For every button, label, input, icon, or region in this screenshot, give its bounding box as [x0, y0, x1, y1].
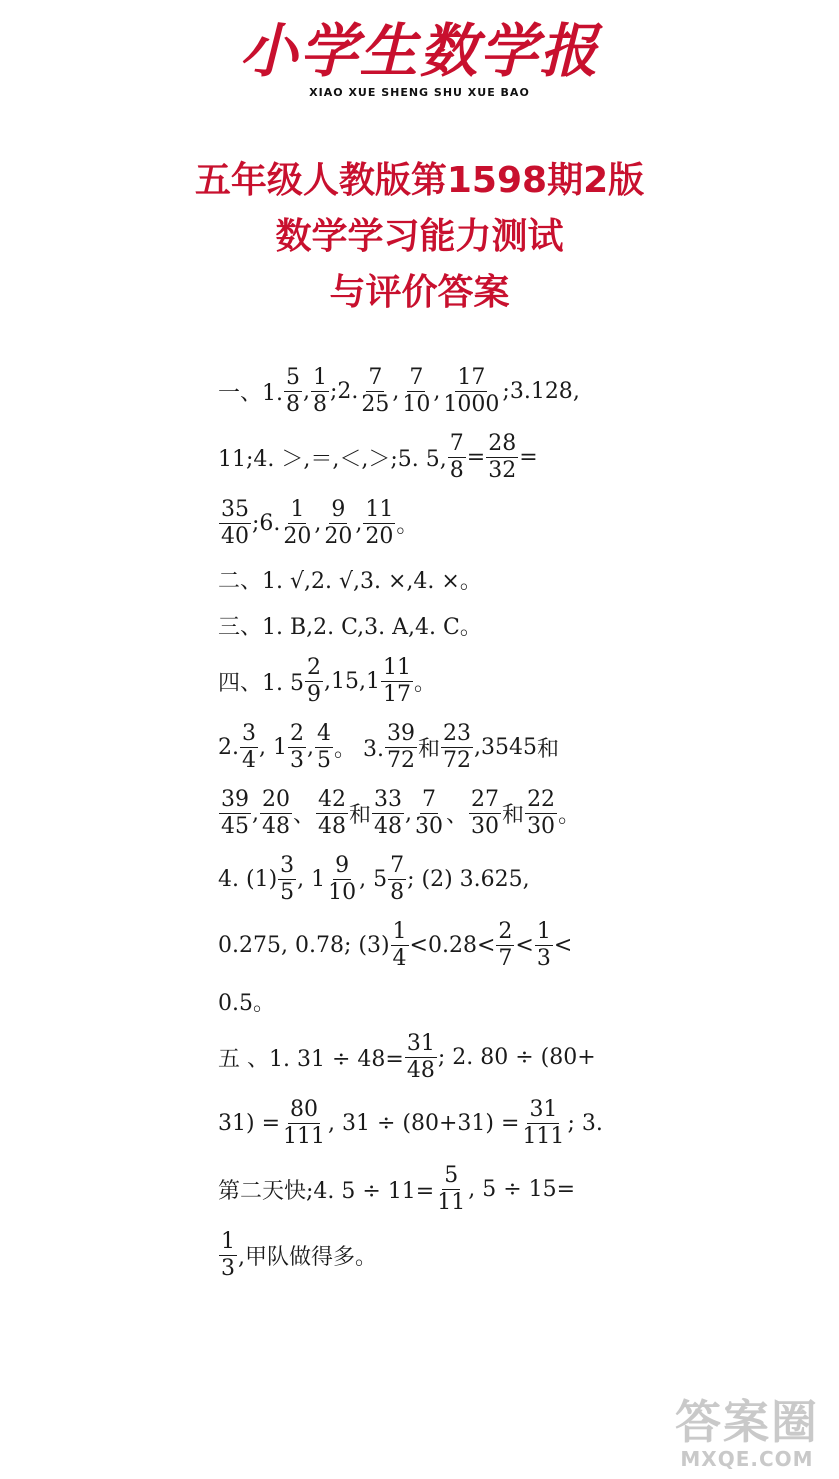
- answer-body: [218, 358, 623, 1288]
- answer-line: [218, 978, 623, 1024]
- fraction-denominator: 8: [390, 879, 405, 905]
- fraction-numerator: 1: [290, 496, 305, 522]
- newspaper-logo: 小学生数学报: [239, 17, 600, 85]
- answer-text: , 1: [297, 866, 326, 892]
- fraction-numerator: 2: [306, 654, 321, 680]
- fraction-denominator: 17: [382, 681, 411, 707]
- fraction-denominator: 32: [488, 457, 517, 483]
- answer-line: [218, 556, 623, 602]
- answer-text: 五 、1. 31 ÷ 48=: [218, 1046, 404, 1072]
- fraction-numerator: 2: [498, 918, 513, 944]
- answer-text: 二、1. √,2. √,3. ×,4. ×。: [218, 568, 482, 594]
- answer-text: 。: [396, 512, 419, 538]
- fraction-numerator: 7: [409, 364, 424, 390]
- fraction-denominator: 5: [316, 747, 331, 773]
- fraction-denominator: 9: [306, 681, 321, 707]
- fraction-denominator: 20: [283, 523, 312, 549]
- fraction-denominator: 48: [262, 813, 290, 839]
- answer-line: [218, 424, 623, 490]
- answer-text: 。: [558, 802, 581, 828]
- fraction-denominator: 30: [471, 813, 500, 839]
- fraction-numerator: 11: [382, 654, 411, 680]
- fraction: [381, 655, 413, 708]
- answer-text: ; 3.: [567, 1110, 603, 1136]
- fraction-numerator: 3: [280, 852, 295, 878]
- fraction: [441, 721, 473, 774]
- answer-line: [218, 602, 623, 648]
- fraction-denominator: 20: [324, 523, 353, 549]
- answer-text: 。 3.: [333, 736, 384, 762]
- masthead: [0, 18, 839, 99]
- answer-text: <: [515, 932, 534, 958]
- fraction: [260, 787, 292, 840]
- fraction-denominator: 72: [386, 747, 415, 773]
- fraction-numerator: 1: [536, 918, 551, 944]
- fraction-denominator: 30: [527, 813, 556, 839]
- fraction-denominator: 111: [283, 1123, 326, 1149]
- answer-text: <0.28<: [409, 932, 496, 958]
- answer-text: 0.5。: [218, 990, 275, 1016]
- logo-pinyin: XIAO XUE SHENG SHU XUE BAO: [309, 86, 530, 99]
- title-line-2: 数学学习能力测试: [275, 216, 564, 257]
- fraction: [311, 365, 329, 418]
- fraction-numerator: 80: [290, 1096, 319, 1122]
- fraction-denominator: 40: [221, 523, 249, 549]
- fraction-numerator: 27: [471, 786, 500, 812]
- fraction-numerator: 11: [365, 496, 394, 522]
- fraction: [281, 497, 313, 550]
- fraction-numerator: 1: [313, 364, 327, 390]
- answer-text: 。: [413, 670, 436, 696]
- fraction-numerator: 33: [374, 786, 403, 812]
- answer-line: [218, 1222, 623, 1288]
- fraction-numerator: 20: [262, 786, 290, 812]
- fraction: [372, 787, 404, 840]
- fraction: [469, 787, 501, 840]
- fraction: [281, 1097, 327, 1150]
- fraction-denominator: 3: [289, 747, 304, 773]
- answer-text: ,: [355, 510, 363, 536]
- answer-text: 28: [544, 378, 573, 404]
- answer-text: ,: [572, 378, 580, 404]
- answer-text: 和: [349, 802, 372, 828]
- answer-text: 和: [536, 736, 559, 762]
- fraction-denominator: 1000: [443, 391, 500, 417]
- answer-line: [218, 490, 623, 556]
- fraction: [278, 853, 296, 906]
- fraction: [388, 853, 406, 906]
- fraction: [305, 655, 323, 708]
- fraction-numerator: 9: [331, 496, 346, 522]
- fraction-numerator: 39: [221, 786, 249, 812]
- fraction: [240, 721, 258, 774]
- answer-text: 31) =: [218, 1110, 281, 1136]
- answer-text: 一、1.: [218, 380, 283, 406]
- answer-line: [218, 358, 623, 424]
- fraction-denominator: 8: [286, 391, 300, 417]
- answer-text: , 5: [359, 866, 388, 892]
- answer-text: 和: [502, 802, 525, 828]
- fraction-numerator: 17: [457, 364, 486, 390]
- fraction-denominator: 48: [374, 813, 403, 839]
- fraction-numerator: 35: [221, 496, 249, 522]
- answer-text: , 5 ÷ 15=: [468, 1176, 576, 1202]
- fraction: [316, 787, 348, 840]
- fraction-numerator: 42: [318, 786, 347, 812]
- fraction: [520, 1097, 566, 1150]
- answer-text: ,: [306, 734, 314, 760]
- answer-line: [218, 912, 623, 978]
- fraction-numerator: 7: [449, 430, 464, 456]
- answer-text: 、: [293, 802, 316, 828]
- fraction: [441, 365, 501, 418]
- page-title: [0, 153, 839, 321]
- answer-text: ,: [392, 378, 400, 404]
- fraction-denominator: 7: [498, 945, 513, 971]
- fraction-numerator: 1: [392, 918, 407, 944]
- fraction-denominator: 10: [402, 391, 431, 417]
- fraction-denominator: 8: [313, 391, 327, 417]
- answer-line: [218, 1156, 623, 1222]
- answer-text: 四、1. 5: [218, 670, 304, 696]
- fraction: [413, 787, 445, 840]
- fraction-numerator: 39: [386, 720, 415, 746]
- answer-text: ,: [314, 510, 322, 536]
- fraction-denominator: 3: [221, 1255, 235, 1281]
- fraction-numerator: 22: [527, 786, 556, 812]
- fraction: [525, 787, 557, 840]
- answer-line: [218, 1024, 623, 1090]
- fraction: [400, 365, 432, 418]
- fraction-denominator: 3: [536, 945, 551, 971]
- answer-text: 35: [480, 734, 509, 760]
- fraction: [363, 497, 395, 550]
- fraction: [448, 431, 466, 484]
- answer-text: ,: [303, 378, 310, 404]
- fraction-numerator: 7: [368, 364, 383, 390]
- answer-text: 1: [530, 378, 545, 404]
- fraction-numerator: 28: [488, 430, 517, 456]
- fraction: [496, 919, 514, 972]
- fraction-denominator: 10: [328, 879, 357, 905]
- fraction: [405, 1031, 437, 1084]
- fraction: [359, 365, 391, 418]
- fraction-denominator: 30: [415, 813, 444, 839]
- answer-text: 11;4. ＞,＝,＜,＞;5. 5,: [218, 446, 447, 472]
- answer-text: 2.: [218, 734, 239, 760]
- answer-text: ;6.: [252, 510, 281, 536]
- fraction: [535, 919, 553, 972]
- answer-text: ; 2. 80 ÷ (80+: [437, 1044, 596, 1070]
- fraction-denominator: 45: [221, 813, 249, 839]
- fraction-denominator: 20: [365, 523, 394, 549]
- fraction: [284, 365, 302, 418]
- fraction-denominator: 25: [361, 391, 390, 417]
- title-line-3: 与评价答案: [329, 272, 510, 313]
- fraction: [435, 1163, 467, 1216]
- answer-text: ,: [252, 800, 259, 826]
- fraction-numerator: 5: [286, 364, 300, 390]
- answer-line: [218, 1090, 623, 1156]
- fraction: [219, 787, 251, 840]
- fraction-denominator: 72: [442, 747, 471, 773]
- fraction-denominator: 111: [522, 1123, 565, 1149]
- answer-text: 第二天快;4. 5 ÷ 11=: [218, 1178, 435, 1204]
- fraction: [288, 721, 306, 774]
- fraction: [315, 721, 333, 774]
- fraction-numerator: 23: [442, 720, 471, 746]
- answer-line: [218, 780, 623, 846]
- answer-text: 0.275, 0.78; (3): [218, 932, 390, 958]
- answer-text: 、: [446, 802, 469, 828]
- answer-text: , 31 ÷ (80+31) =: [328, 1110, 520, 1136]
- fraction: [219, 1229, 237, 1282]
- answer-text: =: [519, 444, 538, 470]
- answer-text: ,甲队做得多。: [238, 1244, 377, 1270]
- answer-text: ; (2) 3.625,: [407, 866, 530, 892]
- answer-text: ;2.: [330, 378, 359, 404]
- answer-text: 和: [417, 736, 440, 762]
- answer-text: ,15,1: [323, 668, 380, 694]
- fraction-numerator: 31: [406, 1030, 435, 1056]
- answer-line: [218, 714, 623, 780]
- answer-text: <: [553, 932, 573, 958]
- fraction: [391, 919, 409, 972]
- watermark: [667, 1397, 827, 1471]
- fraction-denominator: 8: [449, 457, 464, 483]
- fraction-numerator: 31: [529, 1096, 558, 1122]
- answer-text: ,: [473, 734, 481, 760]
- fraction-denominator: 48: [318, 813, 347, 839]
- answer-text: 三、1. B,2. C,3. A,4. C。: [218, 614, 482, 640]
- answer-text: 4. (1): [218, 866, 278, 892]
- fraction-numerator: 2: [289, 720, 304, 746]
- answer-text: =: [466, 444, 486, 470]
- fraction: [322, 497, 354, 550]
- answer-text: 45: [508, 734, 537, 760]
- fraction: [219, 497, 251, 550]
- fraction-denominator: 48: [406, 1057, 435, 1083]
- fraction-denominator: 4: [392, 945, 407, 971]
- fraction-numerator: 7: [422, 786, 437, 812]
- fraction-denominator: 5: [280, 879, 295, 905]
- answer-text: ;3.: [502, 378, 531, 404]
- fraction: [486, 431, 518, 484]
- fraction: [326, 853, 358, 906]
- fraction-numerator: 4: [316, 720, 331, 746]
- fraction-denominator: 11: [437, 1189, 466, 1215]
- answer-text: , 1: [259, 734, 287, 760]
- answer-line: [218, 846, 623, 912]
- title-line-1: 五年级人教版第1598期2版: [194, 160, 645, 201]
- fraction: [385, 721, 417, 774]
- answer-line: [218, 648, 623, 714]
- fraction-denominator: 4: [242, 747, 256, 773]
- watermark-url: MXQE.COM: [680, 1447, 814, 1471]
- watermark-logo: 答案圈: [675, 1395, 819, 1449]
- fraction-numerator: 9: [335, 852, 350, 878]
- answer-text: ,: [405, 800, 413, 826]
- fraction-numerator: 3: [242, 720, 256, 746]
- fraction-numerator: 7: [390, 852, 405, 878]
- fraction-numerator: 1: [221, 1228, 235, 1254]
- fraction-numerator: 5: [444, 1162, 459, 1188]
- answer-text: ,: [433, 378, 441, 404]
